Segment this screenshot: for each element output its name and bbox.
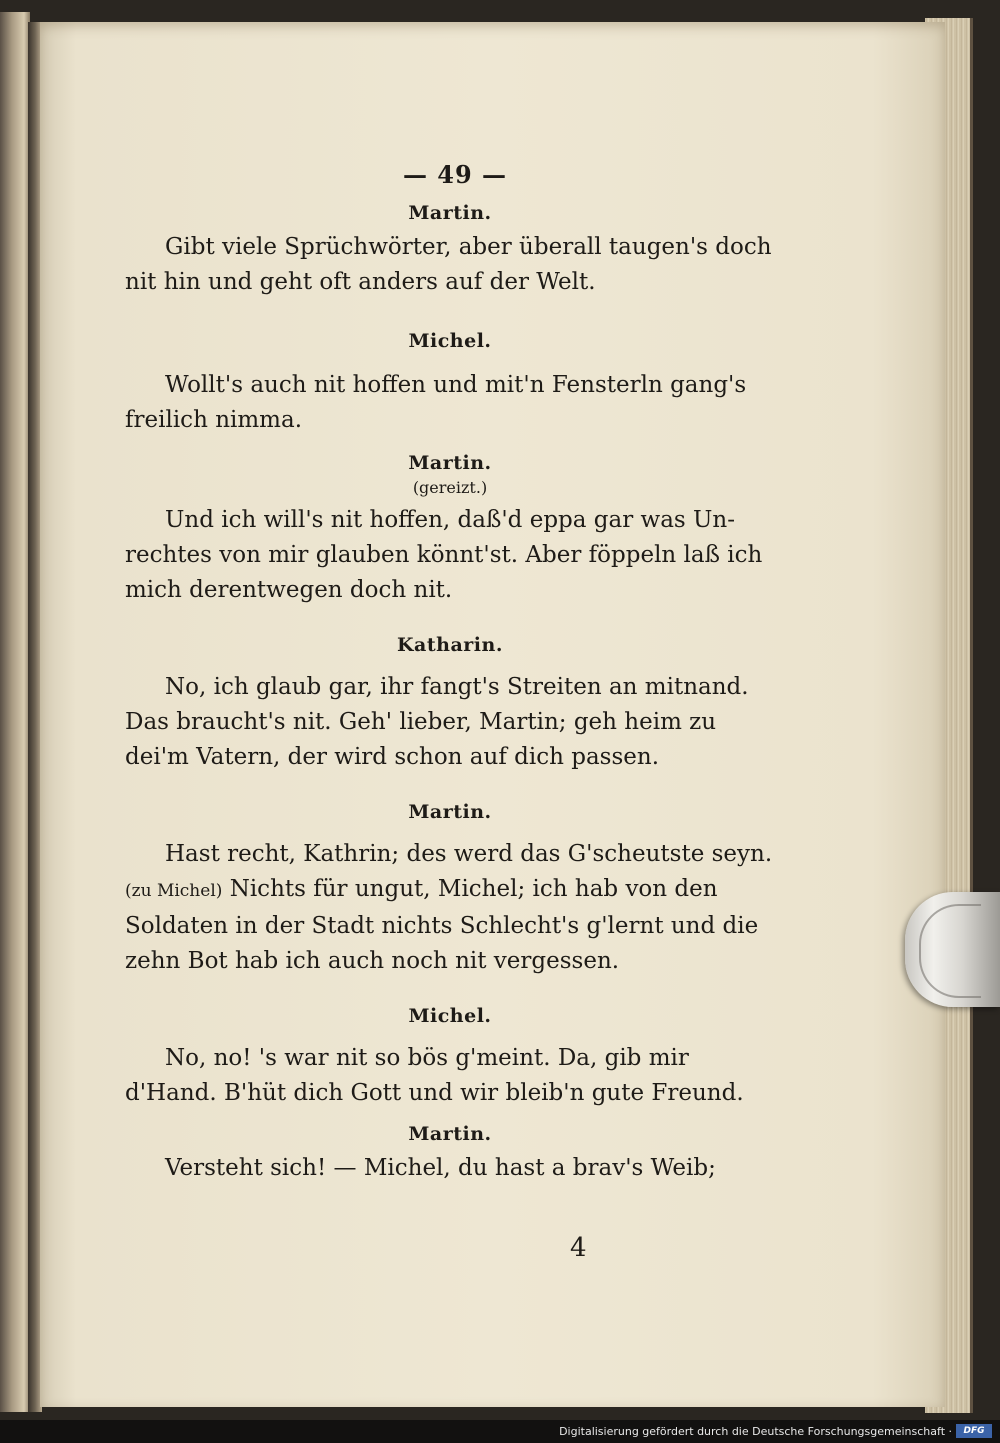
dfg-logo-icon: DFG [956,1424,992,1438]
footer-bar [0,1420,1000,1443]
dialogue-line: mich derentwegen doch nit. [125,577,453,603]
page-clip [905,892,1000,1007]
page-clip-inner [919,904,981,998]
dialogue-line: Versteht sich! — Michel, du hast a brav's Weib; [165,1155,716,1181]
page-number: — 49 — [402,160,508,189]
dialogue-line: freilich nimma. [125,407,303,433]
dialogue-line: Soldaten in der Stadt nichts Schlecht's g'lernt und die [125,913,759,939]
speaker-name: Michel. [408,330,492,352]
left-page-edge [0,12,30,1412]
speaker-name: Martin. [408,452,492,474]
dialogue-line: Gibt viele Sprüchwörter, aber überall taugen's doch [165,234,772,260]
speaker-name: Katharin. [397,634,503,656]
dialogue-line: Das braucht's nit. Geh' lieber, Martin; geh heim zu [125,709,717,735]
dialogue-line: Wollt's auch nit hoffen und mit'n Fensterln gang's [165,372,747,398]
dialogue-line: No, no! 's war nit so bös g'meint. Da, gib mir [165,1045,689,1071]
dialogue-line: dei'm Vatern, der wird schon auf dich passen. [125,744,660,770]
inline-stage-direction: (zu Michel) [125,881,223,901]
dialogue-line: zehn Bot hab ich auch noch nit vergessen. [125,948,620,974]
dialogue-line: d'Hand. B'hüt dich Gott und wir bleib'n gute Freund. [125,1080,744,1106]
speaker-name: Martin. [408,1123,492,1145]
dialogue-line: rechtes von mir glauben könnt'st. Aber föppeln laß ich [125,542,763,568]
dialogue-line-with-direction [125,872,775,909]
page-content [125,160,775,1186]
bleed-through-texture [760,202,960,1352]
signature-mark: 4 [570,1233,587,1263]
footer-credit: Digitalisierung gefördert durch die Deutsche Forschungsgemeinschaft · [559,1425,952,1438]
speaker-name: Michel. [408,1005,492,1027]
stage-direction: (gereizt.) [412,478,488,497]
speaker-name: Martin. [408,801,492,823]
dialogue-line: Und ich will's nit hoffen, daß'd eppa gar was Un- [165,507,736,533]
dialogue-line: Hast recht, Kathrin; des werd das G'scheutste seyn. [165,841,773,867]
speaker-name: Martin. [408,202,492,224]
dialogue-line-text: Nichts für ungut, Michel; ich hab von den [229,876,718,902]
dialogue-line: nit hin und geht oft anders auf der Welt. [125,269,596,295]
dialogue-line: No, ich glaub gar, ihr fangt's Streiten an mitnand. [165,674,749,700]
